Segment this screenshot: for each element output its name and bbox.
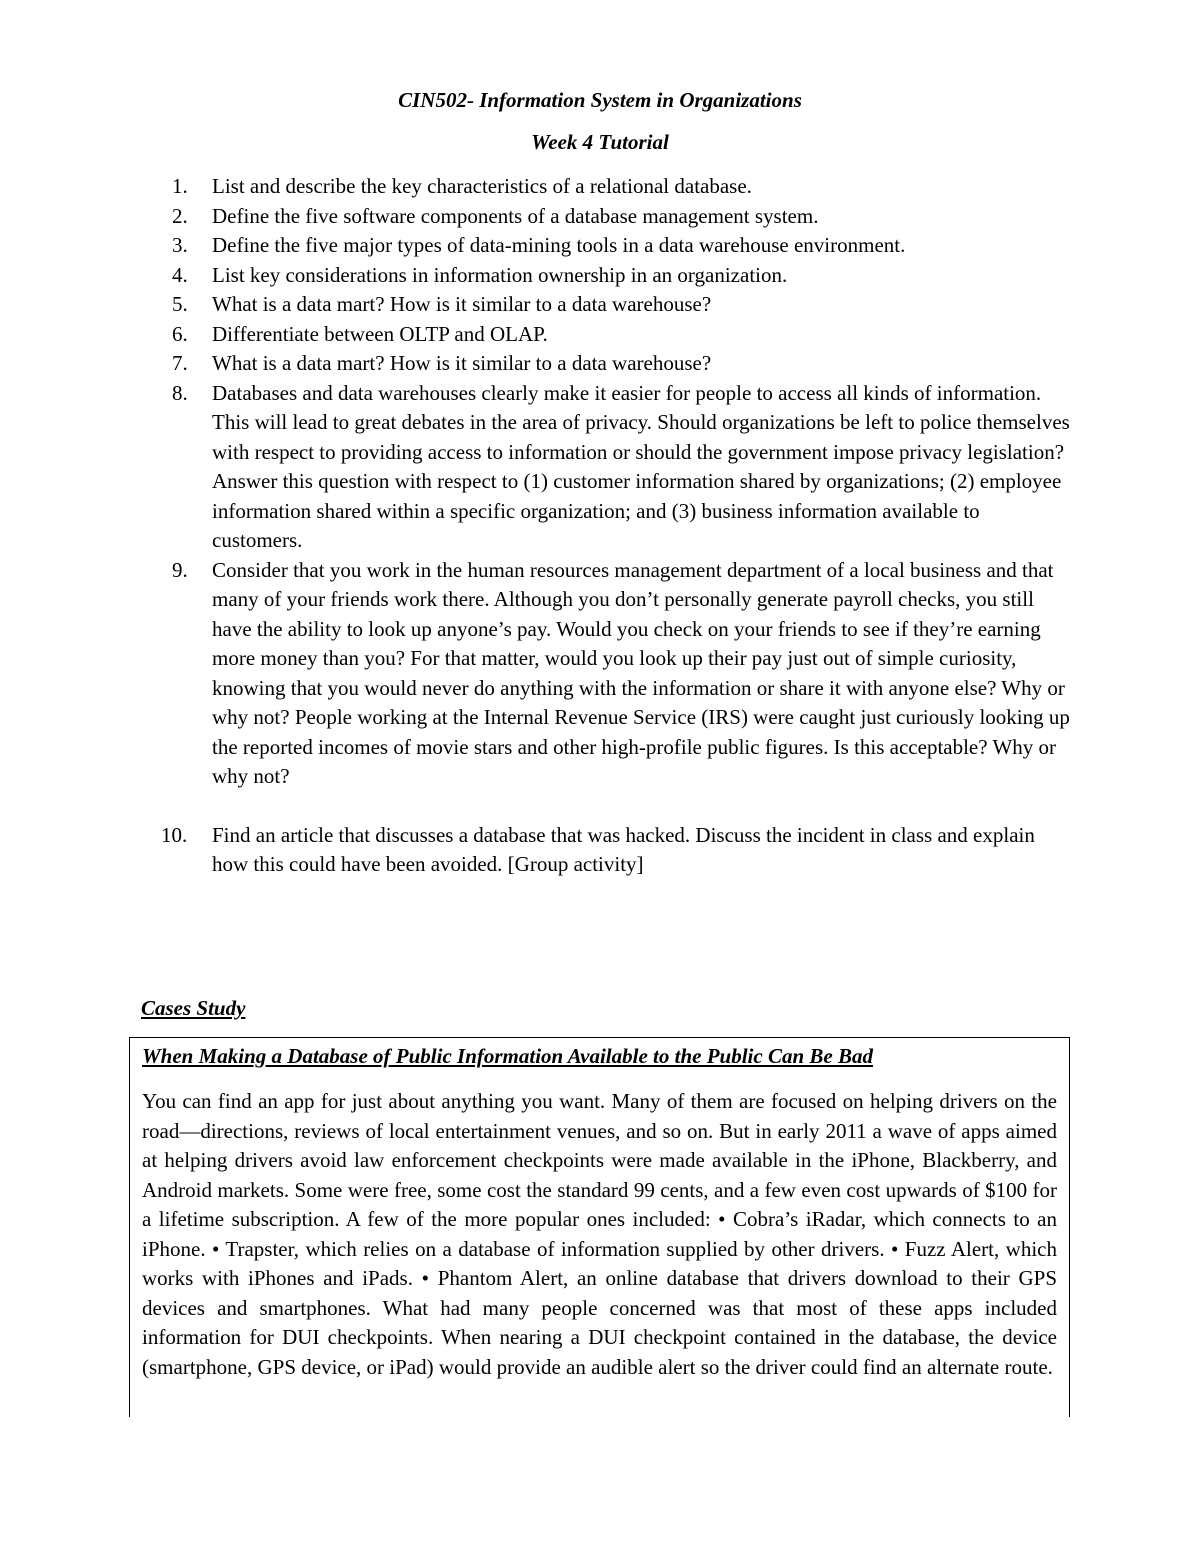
document-subtitle: Week 4 Tutorial <box>531 130 669 154</box>
document-title: CIN502- Information System in Organizations <box>398 88 802 112</box>
question-number: 9. <box>172 557 188 582</box>
question-number: 2. <box>172 203 188 228</box>
question-item <box>0 349 1072 379</box>
question-item <box>0 379 1072 556</box>
question-number: 4. <box>172 262 188 287</box>
question-text: List key considerations in information ownership in an organization. <box>212 262 788 287</box>
question-item <box>0 231 1072 261</box>
question-text: What is a data mart? How is it similar to a data warehouse? <box>212 292 712 316</box>
question-text: Differentiate between OLTP and OLAP. <box>212 321 548 346</box>
question-item <box>0 320 1072 350</box>
question-text: List and describe the key characteristics of a relational database. <box>212 174 752 198</box>
question-text: Databases and data warehouses clearly make it easier for people to access all kinds of information. This will lead to great debates in the area of privacy. Should organizations be left to police themselves with respect to providing access to information or should the government impose privacy legislation? Answer this question with respect to (1) customer information shared by organizations; (2) employee information shared within a specific organization; and (3) business information available to customers. <box>212 380 1070 552</box>
case-study-box <box>129 1037 1070 1417</box>
question-number: 7. <box>172 351 188 375</box>
case-study-body: You can find an app for just about anything you want. Many of them are focused on helping drivers on the road—directions, reviews of local entertainment venues, and so on. But in early 2011 a wave of apps aimed at helping drivers avoid law enforcement checkpoints were made available in the iPhone, Blackberry, and Android markets. Some were free, some cost the standard 99 cents, and a few even cost upwards of $100 for a lifetime subscription. A few of the more popular ones included: • Cobra’s iRadar, which connects to an iPhone. • Trapster, which relies on a database of information supplied by other drivers. • Fuzz Alert, which works with iPhones and iPads. • Phantom Alert, an online database that drivers download to their GPS devices and smartphones. What had many people concerned was that most of these apps included information for DUI checkpoints. When nearing a DUI checkpoint contained in the database, the device (smartphone, GPS device, or iPad) would provide an audible alert so the driver could find an alternate route. <box>142 1089 1057 1379</box>
question-item <box>0 172 1072 202</box>
question-list <box>0 172 1200 880</box>
question-item <box>0 821 1072 880</box>
question-item <box>0 202 1072 232</box>
question-number: 8. <box>172 380 188 405</box>
question-item <box>0 290 1072 320</box>
cases-heading: Cases Study <box>141 996 246 1020</box>
question-text: What is a data mart? How is it similar to a data warehouse? <box>212 351 712 375</box>
question-number: 6. <box>172 321 188 346</box>
question-text: Define the five major types of data-mining tools in a data warehouse environment. <box>212 233 906 257</box>
question-text: Define the five software components of a database management system. <box>212 203 819 228</box>
question-number: 3. <box>172 233 188 257</box>
question-text: Consider that you work in the human resources management department of a local business and that many of your friends work there. Although you don’t personally generate payroll checks, you still have the ability to look up anyone’s pay. Would you check on your friends to see if they’re earning more money than you? For that matter, would you look up their pay just out of simple curiosity, knowing that you would never do anything with the information or share it with anyone else? Why or why not? People working at the Internal Revenue Service (IRS) were caught just curiously looking up the reported incomes of movie stars and other high-profile public figures. Is this acceptable? Why or why not? <box>212 557 1070 788</box>
question-text: Find an article that discusses a database that was hacked. Discuss the incident in class and explain how this could have been avoided. [Group activity] <box>212 822 1035 876</box>
case-study-title: When Making a Database of Public Information Available to the Public Can Be Bad <box>142 1044 873 1068</box>
question-number: 1. <box>172 174 188 198</box>
question-number: 5. <box>172 292 188 316</box>
question-item <box>0 556 1072 792</box>
question-item <box>0 261 1072 291</box>
question-number: 10. <box>161 822 188 847</box>
